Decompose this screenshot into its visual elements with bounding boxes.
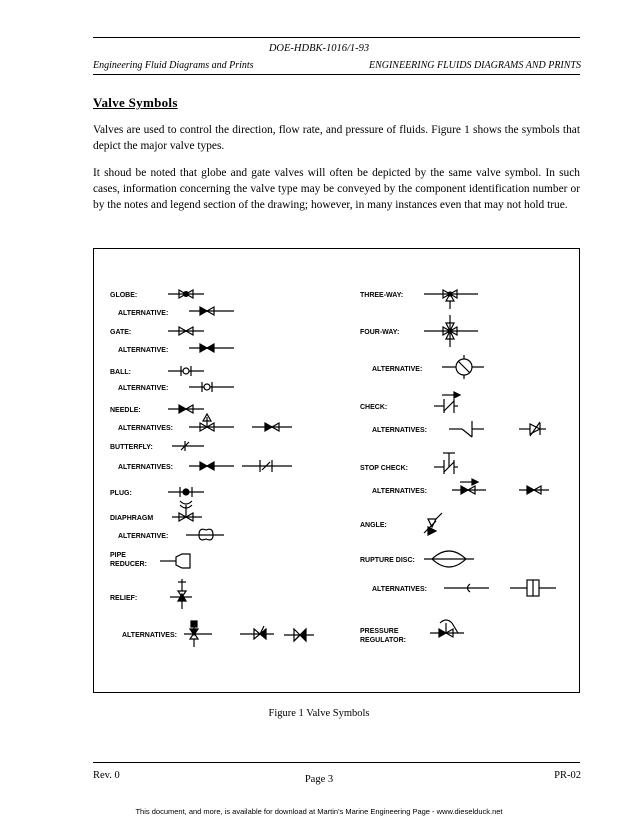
needle-valve-icon — [168, 405, 204, 413]
header-left-title: Engineering Fluid Diagrams and Prints — [93, 60, 254, 71]
label-pipe-reducer-line1: PIPE — [110, 552, 126, 559]
stop-check-valve-alternative-2-icon — [519, 486, 549, 494]
label-four-way-alternative: ALTERNATIVE: — [372, 366, 423, 373]
stop-check-valve-icon — [434, 453, 458, 474]
angle-valve-icon — [424, 513, 442, 535]
diaphragm-valve-alternative-icon — [186, 529, 224, 540]
globe-valve-icon — [168, 290, 204, 298]
label-plug: PLUG: — [110, 490, 132, 497]
needle-valve-alternative-1-icon — [189, 414, 234, 431]
label-needle: NEEDLE: — [110, 407, 141, 414]
figure-caption: Figure 1 Valve Symbols — [268, 708, 370, 719]
header-top-rule — [93, 37, 580, 38]
label-angle: ANGLE: — [360, 522, 387, 529]
butterfly-valve-icon — [172, 441, 204, 451]
label-pressure-regulator-line2: REGULATOR: — [360, 637, 407, 644]
relief-valve-alternative-3-icon — [284, 629, 314, 641]
ball-valve-alternative-icon — [189, 382, 234, 392]
label-stop-check-alternatives: ALTERNATIVES: — [372, 488, 427, 495]
footer-page-number: Page 3 — [304, 774, 334, 785]
gate-valve-alternative-icon — [189, 344, 234, 352]
label-globe-alternative: ALTERNATIVE: — [118, 310, 169, 317]
valve-symbols-figure — [93, 248, 580, 693]
stop-check-valve-alternative-1-icon — [452, 479, 486, 494]
pipe-reducer-icon — [160, 554, 190, 568]
label-rupture-disc-alternatives: ALTERNATIVES: — [372, 586, 427, 593]
relief-valve-icon — [170, 579, 192, 609]
label-stop-check: STOP CHECK: — [360, 465, 408, 472]
label-gate-alternative: ALTERNATIVE: — [118, 347, 169, 354]
document-code: DOE-HDBK-1016/1-93 — [268, 43, 370, 54]
label-butterfly-alternatives: ALTERNATIVES: — [118, 464, 173, 471]
header-right-title: ENGINEERING FLUIDS DIAGRAMS AND PRINTS — [368, 60, 581, 71]
label-pressure-regulator-line1: PRESSURE — [360, 628, 399, 635]
three-way-valve-icon — [424, 290, 478, 309]
label-relief-alternatives: ALTERNATIVES: — [122, 632, 177, 639]
check-valve-icon — [434, 392, 460, 413]
label-check: CHECK: — [360, 404, 388, 411]
download-notice: This document, and more, is available for download at Martin's Marine Engineering Page - www.dieselduck.net — [135, 807, 503, 816]
four-way-valve-alternative-icon — [442, 355, 484, 379]
footer-rule — [93, 762, 580, 763]
pressure-regulator-icon — [430, 620, 464, 637]
label-rupture-disc: RUPTURE DISC: — [360, 557, 415, 564]
label-relief: RELIEF: — [110, 595, 138, 602]
label-gate: GATE: — [110, 329, 132, 336]
butterfly-valve-alternative-1-icon — [189, 462, 234, 470]
footer-document-id: PR-02 — [554, 770, 581, 781]
label-three-way: THREE-WAY: — [360, 292, 404, 299]
section-title: Valve Symbols — [93, 95, 178, 110]
label-pipe-reducer-line2: REDUCER: — [110, 561, 147, 568]
label-diaphragm: DIAPHRAGM — [110, 515, 154, 522]
butterfly-valve-alternative-2-icon — [242, 460, 292, 472]
rupture-disc-icon — [424, 551, 474, 567]
four-way-valve-icon — [424, 315, 478, 347]
rupture-disc-alternative-1-icon — [444, 584, 489, 592]
label-four-way: FOUR-WAY: — [360, 329, 400, 336]
label-check-alternatives: ALTERNATIVES: — [372, 427, 427, 434]
relief-valve-alternative-1-icon — [184, 621, 212, 647]
header-bottom-rule — [93, 74, 580, 75]
footer-revision: Rev. 0 — [93, 770, 120, 781]
diaphragm-valve-icon — [172, 501, 202, 521]
check-valve-alternative-2-icon — [519, 422, 546, 436]
relief-valve-alternative-2-icon — [240, 626, 274, 639]
globe-valve-alternative-icon — [189, 307, 234, 315]
intro-paragraph: Valves are used to control the direction, flow rate, and pressure of fluids. Figure 1 shows the symbols that depict the major valve types. — [93, 124, 580, 152]
label-ball: BALL: — [110, 369, 131, 376]
needle-valve-alternative-2-icon — [252, 423, 292, 431]
label-ball-alternative: ALTERNATIVE: — [118, 385, 169, 392]
valve-symbols-diagram — [94, 249, 579, 692]
note-paragraph: It shoud be noted that globe and gate valves will often be depicted by the same valve symbol. In such cases, information concerning the valve type may be conveyed by the component identification number or by the notes and legend section of the drawing; however, in many instances even that may not hold true. — [93, 167, 580, 211]
ball-valve-icon — [168, 366, 204, 376]
rupture-disc-alternative-2-icon — [510, 580, 556, 596]
label-needle-alternatives: ALTERNATIVES: — [118, 425, 173, 432]
label-butterfly: BUTTERFLY: — [110, 444, 153, 451]
label-diaphragm-alternative: ALTERNATIVE: — [118, 533, 169, 540]
check-valve-alternative-1-icon — [449, 421, 484, 437]
label-globe: GLOBE: — [110, 292, 138, 299]
plug-valve-icon — [168, 487, 204, 497]
gate-valve-icon — [168, 327, 204, 335]
